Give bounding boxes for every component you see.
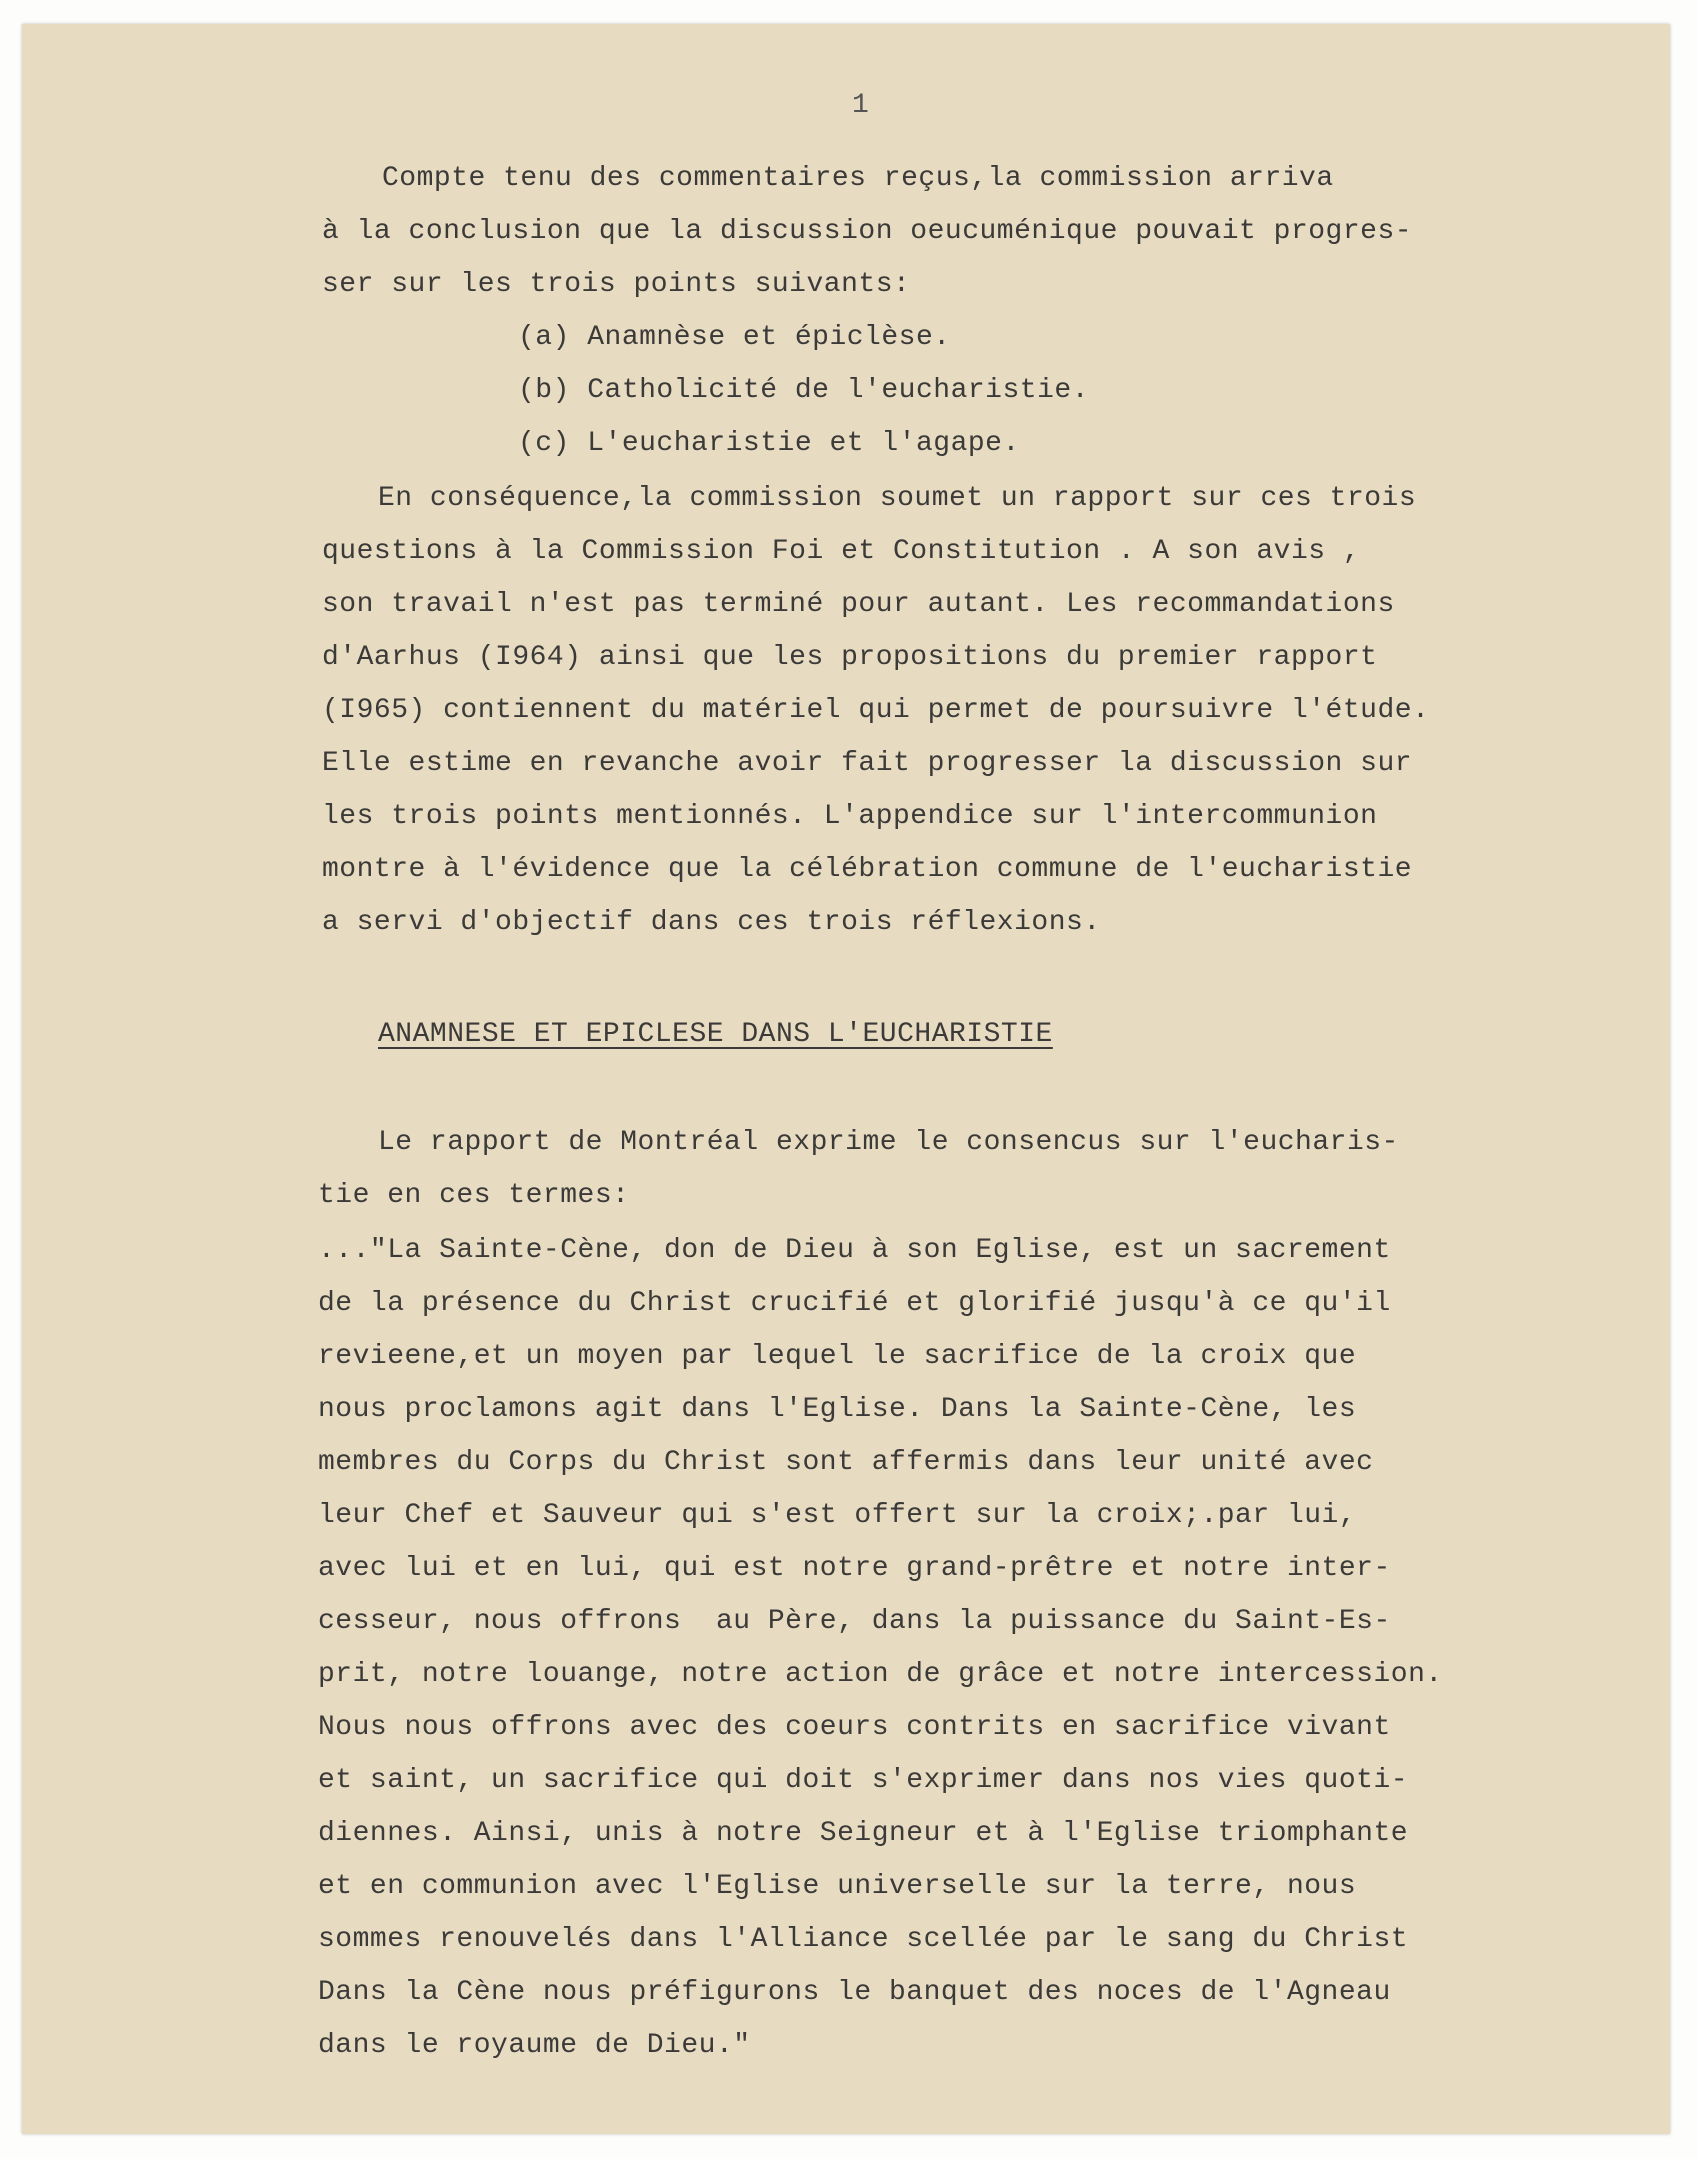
text-line: d'Aarhus (I964) ainsi que les propositions du premier rapport [322, 642, 1378, 673]
quote-line: et en communion avec l'Eglise universelle sur la terre, nous [318, 1871, 1357, 1902]
text-line: Elle estime en revanche avoir fait progresser la discussion sur [322, 748, 1413, 779]
text-line: tie en ces termes: [318, 1180, 630, 1211]
text-line: ser sur les trois points suivants: [322, 269, 911, 300]
quote-line: sommes renouvelés dans l'Alliance scellée par le sang du Christ [318, 1924, 1409, 1955]
text-line: Compte tenu des commentaires reçus,la commission arriva [382, 163, 1334, 194]
text-line: En conséquence,la commission soumet un rapport sur ces trois [378, 483, 1417, 514]
quote-line: membres du Corps du Christ sont affermis dans leur unité avec [318, 1447, 1374, 1478]
text-line: à la conclusion que la discussion oeucuménique pouvait progres- [322, 216, 1413, 247]
quote-line: diennes. Ainsi, unis à notre Seigneur et à l'Eglise triomphante [318, 1818, 1409, 1849]
quote-line: de la présence du Christ crucifié et glorifié jusqu'à ce qu'il [318, 1288, 1391, 1319]
list-item: (c) L'eucharistie et l'agape. [518, 428, 1020, 459]
text-line: les trois points mentionnés. L'appendice sur l'intercommunion [322, 801, 1378, 832]
quote-line: et saint, un sacrifice qui doit s'exprimer dans nos vies quoti- [318, 1765, 1409, 1796]
text-line: a servi d'objectif dans ces trois réflexions. [322, 907, 1101, 938]
text-line: montre à l'évidence que la célébration commune de l'eucharistie [322, 854, 1413, 885]
quote-line: avec lui et en lui, qui est notre grand-prêtre et notre inter- [318, 1553, 1391, 1584]
quote-line: revieene,et un moyen par lequel le sacrifice de la croix que [318, 1341, 1357, 1372]
quote-line: leur Chef et Sauveur qui s'est offert sur la croix;.par lui, [318, 1500, 1357, 1531]
quote-line: Dans la Cène nous préfigurons le banquet des noces de l'Agneau [318, 1977, 1391, 2008]
quote-line: Nous nous offrons avec des coeurs contrits en sacrifice vivant [318, 1712, 1391, 1743]
quote-line: ..."La Sainte-Cène, don de Dieu à son Eglise, est un sacrement [318, 1235, 1391, 1266]
quote-line: cesseur, nous offrons au Père, dans la puissance du Saint-Es- [318, 1606, 1391, 1637]
list-item: (b) Catholicité de l'eucharistie. [518, 375, 1089, 406]
page-number: 1 [852, 90, 870, 121]
text-line: Le rapport de Montréal exprime le consencus sur l'eucharis- [378, 1127, 1399, 1158]
text-line: questions à la Commission Foi et Constitution . A son avis , [322, 536, 1361, 567]
text-line: son travail n'est pas terminé pour autant. Les recommandations [322, 589, 1395, 620]
quote-line: nous proclamons agit dans l'Eglise. Dans la Sainte-Cène, les [318, 1394, 1357, 1425]
section-heading: ANAMNESE ET EPICLESE DANS L'EUCHARISTIE [378, 1019, 1053, 1050]
quote-line: prit, notre louange, notre action de grâce et notre intercession. [318, 1659, 1443, 1690]
quote-line: dans le royaume de Dieu." [318, 2030, 751, 2061]
list-item: (a) Anamnèse et épiclèse. [518, 322, 951, 353]
text-line: (I965) contiennent du matériel qui permet de poursuivre l'étude. [322, 695, 1430, 726]
